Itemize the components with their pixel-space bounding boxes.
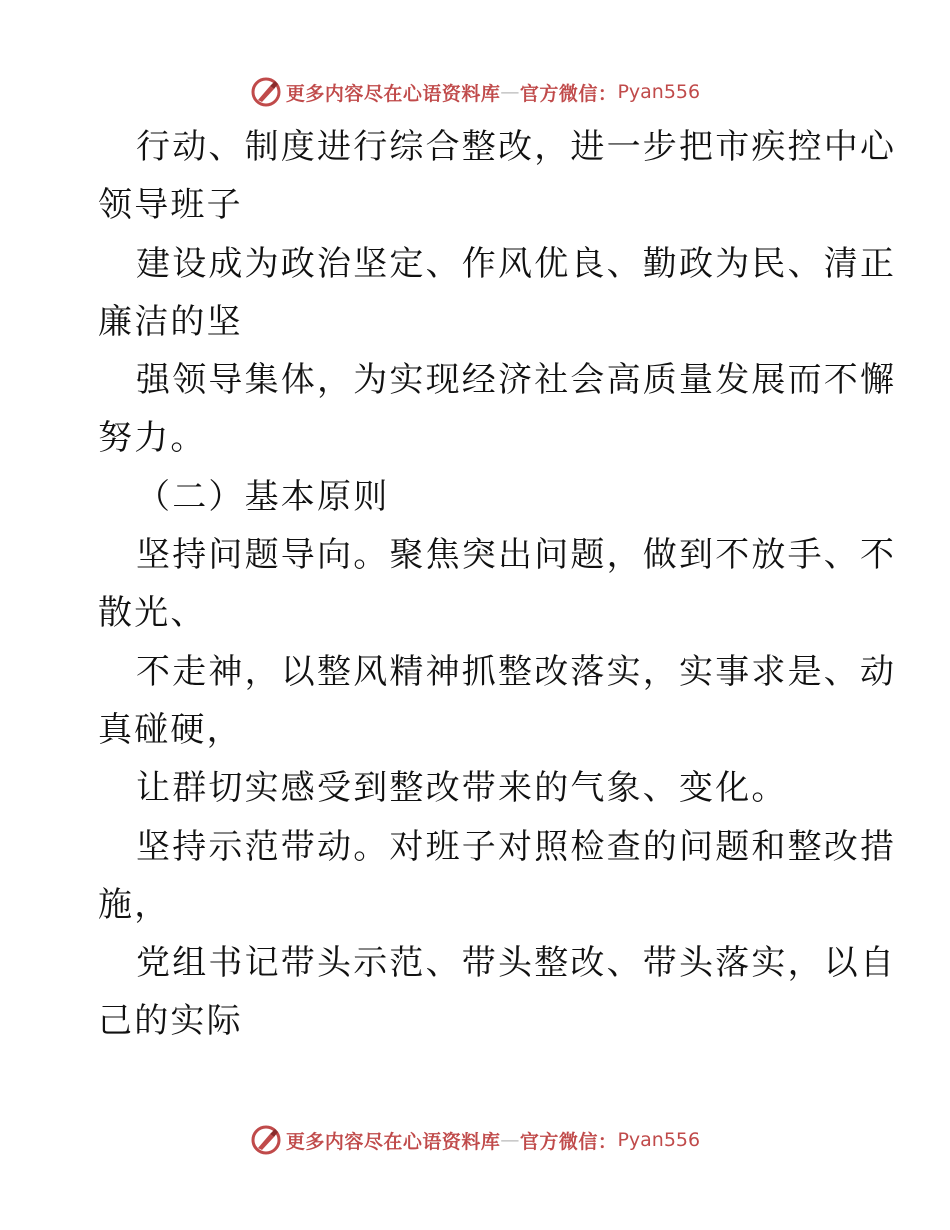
- text-line: 坚持示范带动。对班子对照检查的问题和整改措: [136, 826, 897, 867]
- header-banner: [0, 72, 950, 112]
- text-line: 党组书记带头示范、带头整改、带头落实，以自: [136, 943, 897, 984]
- text-line: 行动、制度进行综合整改，进一步把市疾控中心: [136, 127, 897, 167]
- text-line: 真碰硬，: [98, 709, 243, 750]
- text-line: 不走神，以整风精神抓整改落实，实事求是、动: [136, 651, 897, 692]
- text-line: 努力。: [98, 418, 207, 459]
- text-line: 领导班子: [98, 185, 243, 226]
- banner-dash: —: [500, 1129, 520, 1151]
- pen-nib-logo-icon: [250, 76, 282, 108]
- text-line: 己的实际: [98, 1001, 243, 1042]
- text-line: 坚持问题导向。聚焦突出问题，做到不放手、不: [136, 535, 897, 576]
- banner-site-text: 更多内容尽在心语资料库: [285, 1130, 501, 1153]
- banner-dash: —: [500, 81, 520, 103]
- text-line: 施，: [98, 884, 171, 925]
- text-line: 廉洁的坚: [98, 301, 243, 342]
- text-line: 建设成为政治坚定、作风优良、勤政为民、清正: [136, 243, 897, 284]
- section-heading: （二）基本原则: [136, 476, 390, 517]
- pen-nib-logo-icon: [250, 1124, 282, 1156]
- banner-wechat-id: Pyan556: [617, 81, 701, 103]
- banner-site-text: 更多内容尽在心语资料库: [285, 82, 501, 105]
- banner-wechat-label: 官方微信：: [519, 82, 618, 105]
- text-line: 散光、: [98, 593, 207, 634]
- footer-banner: [0, 1120, 950, 1160]
- document-body: [98, 118, 897, 1051]
- text-line: 让群切实感受到整改带来的气象、变化。: [136, 768, 788, 809]
- banner-wechat-id: Pyan556: [617, 1129, 701, 1151]
- banner-wechat-label: 官方微信：: [519, 1130, 618, 1153]
- text-line: 强领导集体，为实现经济社会高质量发展而不懈: [136, 360, 897, 401]
